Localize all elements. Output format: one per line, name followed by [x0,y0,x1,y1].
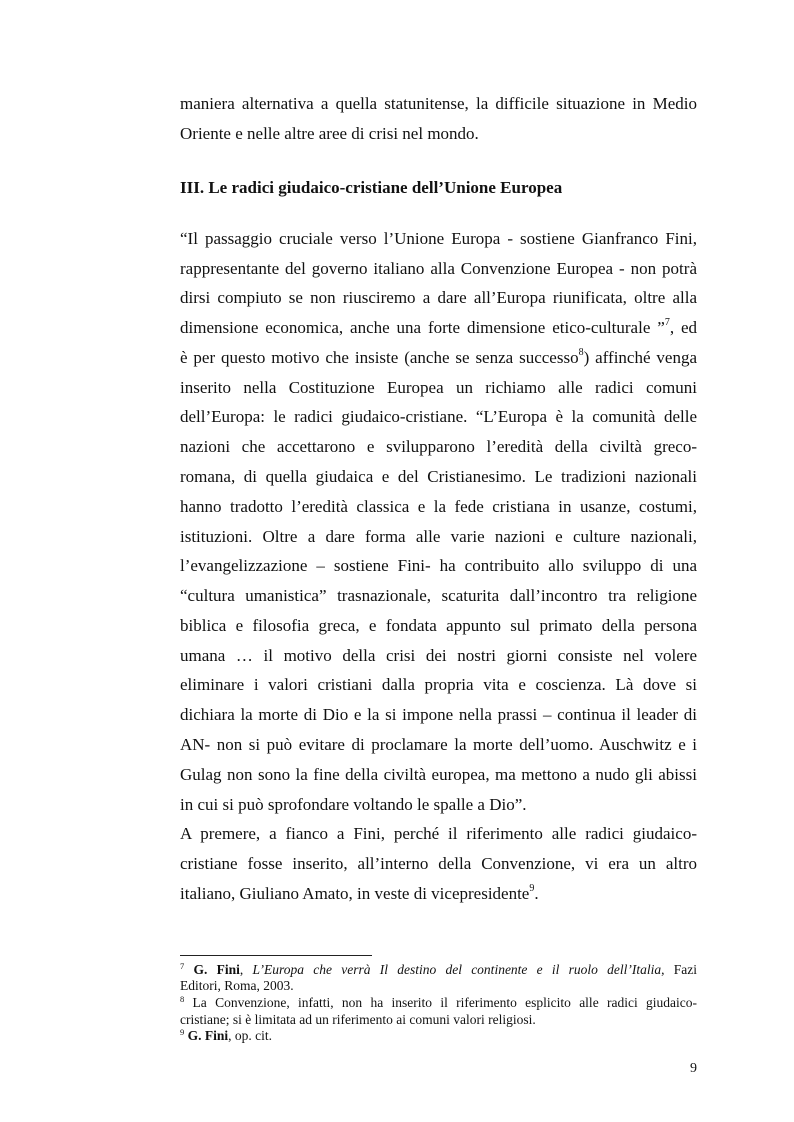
body-line: “Il passaggio cruciale verso l’Unione Europa - sostiene Gianfranco Fini, [180,229,697,248]
body-text: , ed [669,318,697,337]
body-line: l’evangelizzazione – sostiene Fini- ha contribuito allo sviluppo di una [180,556,697,575]
footnote-author: G. Fini [187,1028,229,1043]
footnote-number: 8 [180,993,185,1004]
body-line: cristiane fosse inserito, all’interno della Convenzione, vi era un altro [180,854,697,873]
body-line: istituzioni. Oltre a dare forma alle varie nazioni e culture nazionali, [180,527,697,546]
footnote-8-line2: cristiane; si è limitata ad un riferimento ai comuni valori religiosi. [180,1012,536,1027]
body-text: è per questo motivo che insiste (anche se senza successo [180,348,579,367]
body-line [180,884,697,904]
body-line: dell’Europa: le radici giudaico-cristiane. “L’Europa è la comunità delle [180,407,697,426]
body-line: “cultura umanistica” trasnazionale, scaturita dall’incontro tra religione [180,586,697,605]
footnote-8 [180,995,697,1011]
section-heading: III. Le radici giudaico-cristiane dell’Unione Europea [180,178,563,197]
body-line: eliminare i valori cristiani dalla propria vita e coscienza. Là dove si [180,675,697,694]
body-line: biblica e filosofia greca, e fondata appunto sul primato della persona [180,616,697,635]
footnote-7-line2: Editori, Roma, 2003. [180,978,294,993]
body-line: umana … il motivo della crisi dei nostri giorni consiste nel volere [180,646,697,665]
footnote-ref: 9 [529,883,535,895]
body-line: nazioni che accettarono e svilupparono l’eredità della civiltà greco- [180,437,697,456]
footnote-7 [180,962,697,978]
footnote-text: , op. cit. [228,1028,273,1043]
footnote-number: 7 [180,960,185,971]
footnote-ref: 7 [664,317,670,329]
body-text: dimensione economica, anche una forte dimensione etico-culturale ” [180,318,665,337]
body-line: maniera alternativa a quella statunitense, la difficile situazione in Medio [180,94,697,113]
body-line [180,318,697,338]
body-text: . [534,884,539,903]
footnote-author: G. Fini [193,962,240,977]
body-line [180,348,697,368]
footnote-title: L’Europa che verrà Il destino del continente e il ruolo dell’Italia [252,962,662,977]
body-line: romana, di quella giudaica e del Cristianesimo. Le tradizioni nazionali [180,467,697,486]
body-line: inserito nella Costituzione Europea un richiamo alle radici comuni [180,378,697,397]
footnote-9 [180,1028,697,1044]
body-line: Oriente e nelle altre aree di crisi nel mondo. [180,124,479,143]
page-number: 9 [690,1061,697,1076]
body-line: dichiara la morte di Dio e la si impone nella prassi – continua il leader di [180,705,697,724]
body-line: AN- non si può evitare di proclamare la morte dell’uomo. Auschwitz e i [180,735,697,754]
body-line: dirsi compiuto se non riusciremo a dare all’Europa riunificata, oltre alla [180,288,697,307]
body-text: ) affinché venga [583,348,697,367]
footnote-text: , [239,962,253,977]
body-line: in cui si può sprofondare voltando le spalle a Dio”. [180,795,527,814]
body-text: italiano, Giuliano Amato, in veste di vicepresidente [180,884,530,903]
footnote-text: , Fazi [661,962,698,977]
body-line: Gulag non sono la fine della civiltà europea, ma mettono a nudo gli abissi [180,765,697,784]
body-line: rappresentante del governo italiano alla Convenzione Europea - non potrà [180,259,697,278]
body-line: hanno tradotto l’eredità classica e la fede cristiana in usanze, costumi, [180,497,697,516]
body-line: A premere, a fianco a Fini, perché il riferimento alle radici giudaico- [180,824,697,843]
footnote-number: 9 [180,1026,185,1037]
footnote-separator [180,955,372,956]
footnote-text: La Convenzione, infatti, non ha inserito il riferimento esplicito alle radici giudaico- [184,995,697,1010]
footnote-ref: 8 [578,347,584,359]
